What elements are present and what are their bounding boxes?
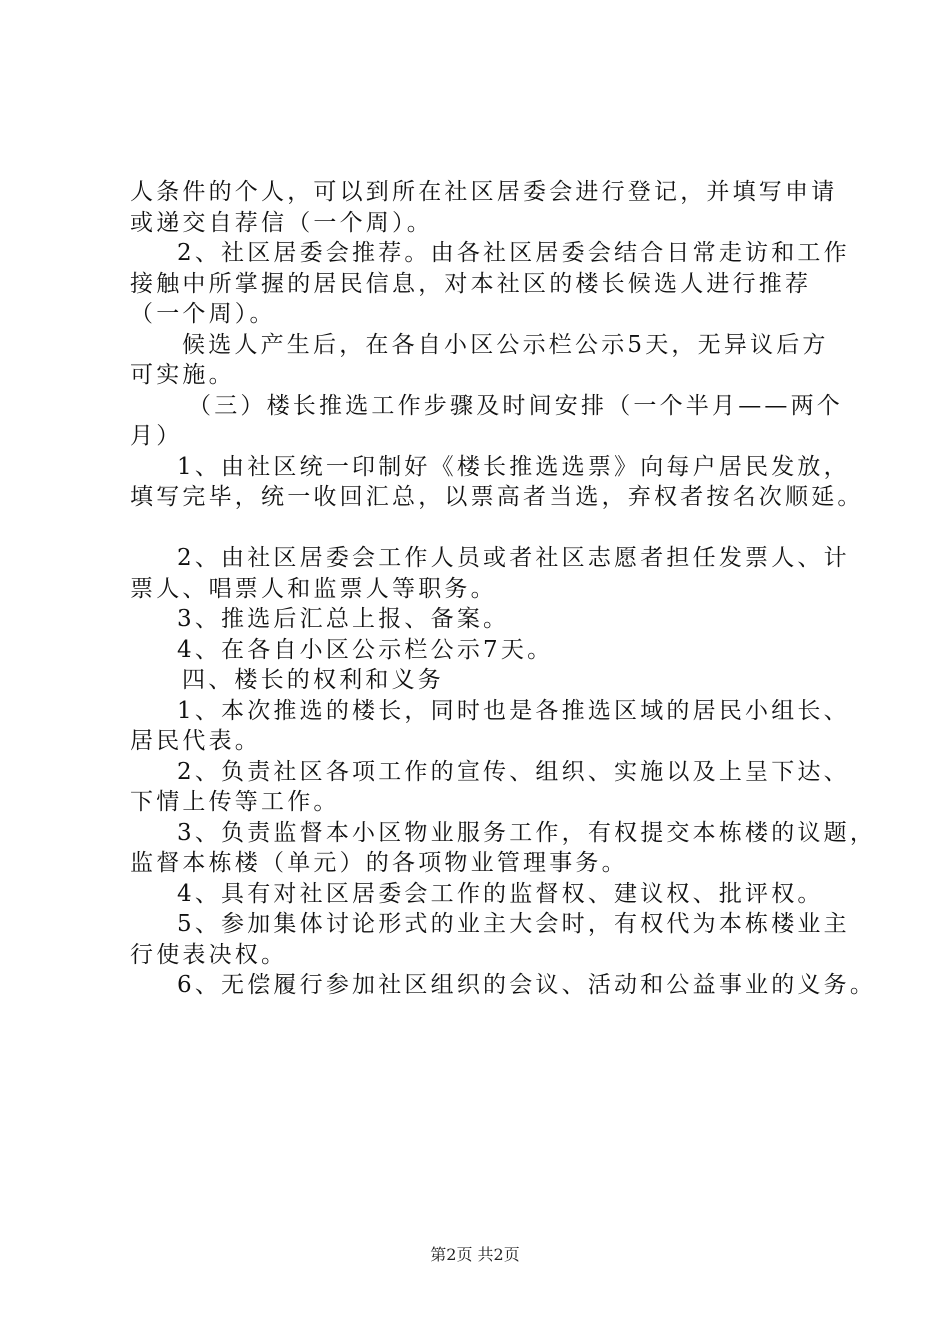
text-line: 候选人产生后，在各自小区公示栏公示5天，无异议后方 [182,331,829,358]
text-line: 1、由社区统一印制好《楼长推选选票》向每户居民发放， [177,453,850,480]
section-heading: （三）楼长推选工作步骤及时间安排（一个半月——两个 [188,392,843,419]
text-line: 3、推选后汇总上报、备案。 [177,606,510,632]
text-line: （一个周）。 [130,301,276,327]
text-line: 6、无偿履行参加社区组织的会议、活动和公益事业的义务。 [177,972,877,998]
text-line: 票人、唱票人和监票人等职务。 [130,575,497,602]
text-line: 可实施。 [130,362,235,388]
text-line: 4、在各自小区公示栏公示7天。 [177,636,554,663]
text-line: 1、本次推选的楼长，同时也是各推选区域的居民小组长、 [177,697,850,724]
section-heading: 四、楼长的权利和义务 [182,667,444,693]
text-line: 下情上传等工作。 [130,789,340,815]
text-line: 4、具有对社区居委会工作的监督权、建议权、批评权。 [177,880,824,907]
text-line: 2、负责社区各项工作的宣传、组织、实施以及上呈下达、 [177,758,850,785]
text-line: 人条件的个人，可以到所在社区居委会进行登记，并填写申请 [130,179,838,205]
text-line: 2、社区居委会推荐。由各社区居委会结合日常走访和工作 [177,240,850,266]
page-footer: 第2页 共2页 [430,1245,520,1264]
text-line: 或递交自荐信（一个周）。 [130,209,433,236]
text-line: 5、参加集体讨论形式的业主大会时，有权代为本栋楼业主 [177,911,850,937]
text-line: 填写完毕，统一收回汇总，以票高者当选，弃权者按名次顺延。 [130,484,864,510]
text-line: 接触中所掌握的居民信息，对本社区的楼长候选人进行推荐 [130,270,812,297]
text-line: 3、负责监督本小区物业服务工作，有权提交本栋楼的议题， [177,819,877,846]
blank-line [130,513,850,544]
document-body [130,177,877,1001]
text-line: 行使表决权。 [130,941,288,968]
text-line: 监督本栋楼（单元）的各项物业管理事务。 [130,850,628,876]
text-line: 居民代表。 [130,728,261,754]
text-line: 2、由社区居委会工作人员或者社区志愿者担任发票人、计 [177,545,850,571]
text-line: 月） [130,423,183,449]
